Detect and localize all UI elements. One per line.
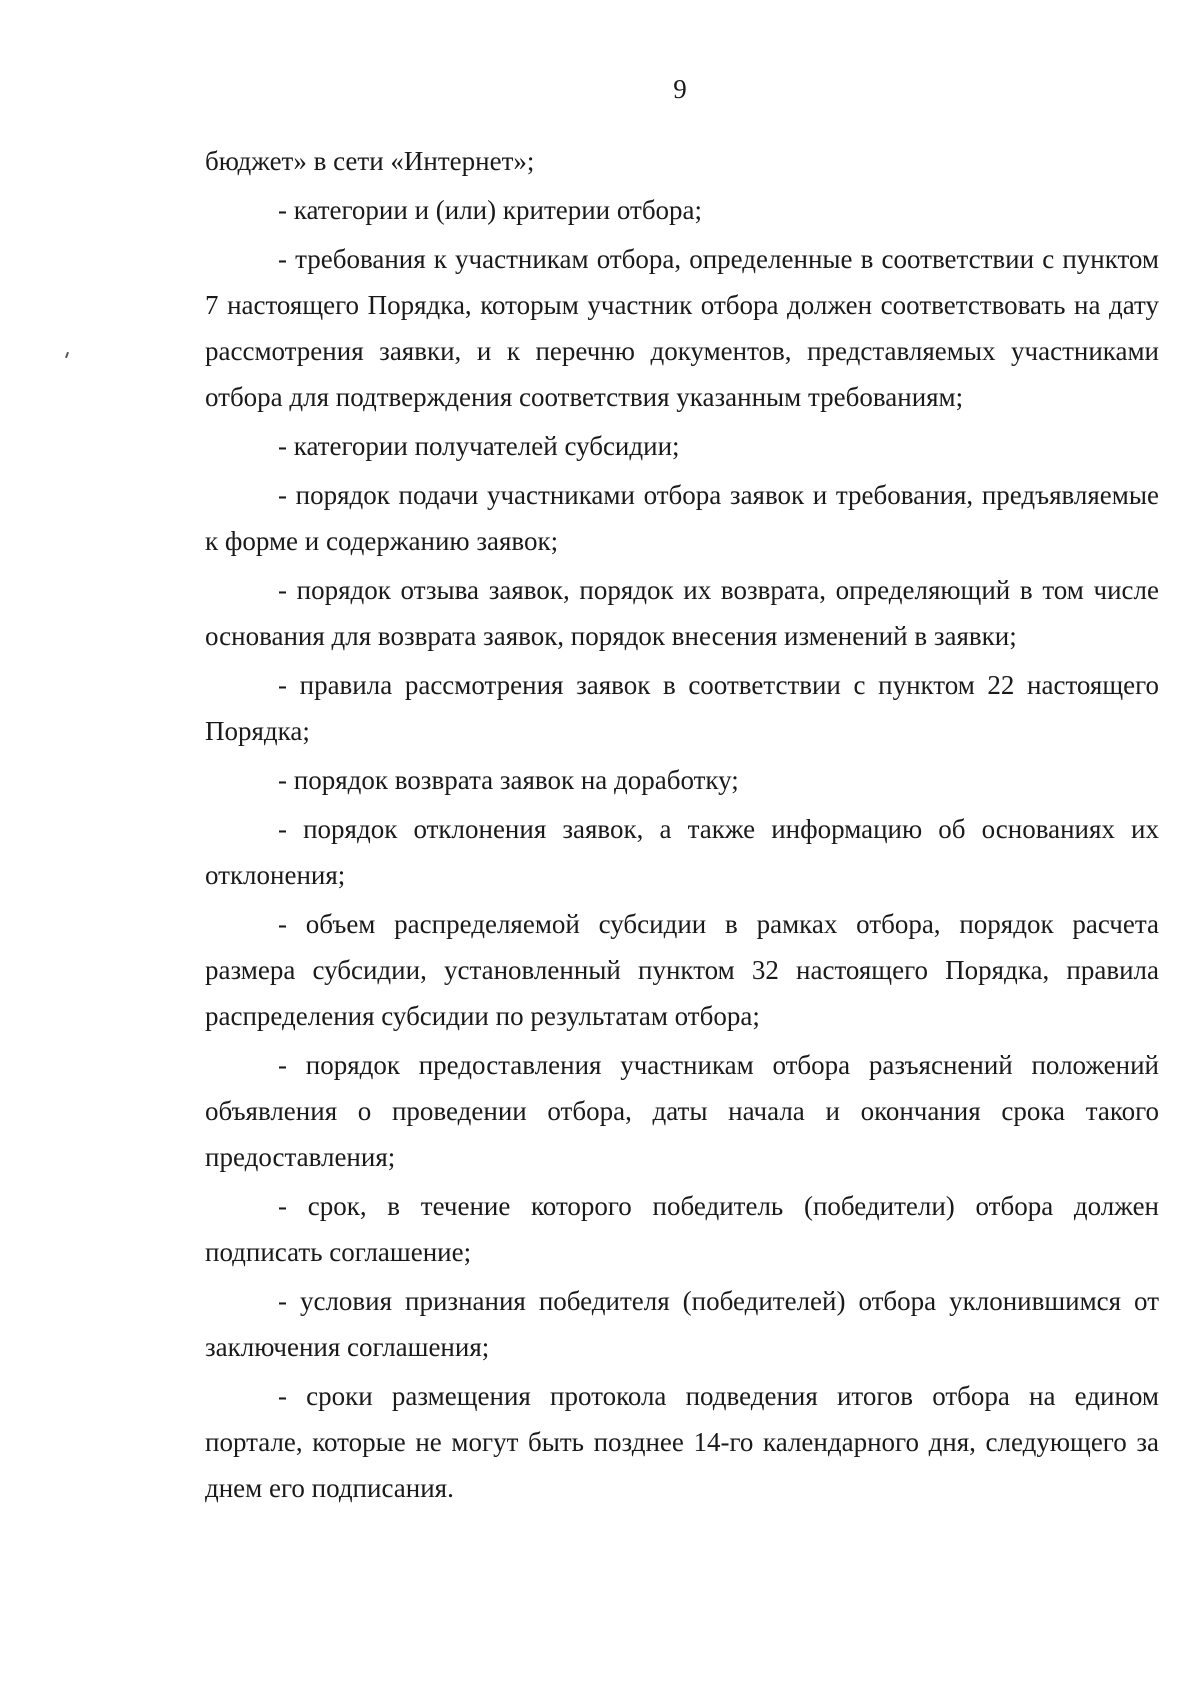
list-item: - порядок подачи участниками отбора заявок и требования, предъявляемые к форме и содержанию заявок; xyxy=(205,480,1159,556)
list-item: - порядок возврата заявок на доработку; xyxy=(278,765,739,795)
list-item: - категории получателей субсидии; xyxy=(278,431,680,461)
list-item: - категории и (или) критерии отбора; xyxy=(278,195,703,225)
list-item: - требования к участникам отбора, определенные в соответствии с пунктом 7 настоящего Порядка, которым участник отбора должен соответствовать на дату рассмотрения заявки, и к перечню документов, представляемых участниками отбора для подтверждения соответствия указанным требованиям; xyxy=(205,244,1159,412)
list-item: - сроки размещения протокола подведения итогов отбора на едином портале, которые не могут быть позднее 14-го календарного дня, следующего за днем его подписания. xyxy=(205,1381,1159,1503)
paragraph: бюджет» в сети «Интернет»; xyxy=(205,146,535,176)
list-item: - условия признания победителя (победителей) отбора уклонившимся от заключения соглашения; xyxy=(205,1286,1159,1362)
list-item: - порядок отзыва заявок, порядок их возврата, определяющий в том числе основания для возврата заявок, порядок внесения изменений в заявки; xyxy=(205,575,1159,651)
list-item: - объем распределяемой субсидии в рамках отбора, порядок расчета размера субсидии, установленный пунктом 32 настоящего Порядка, правила распределения субсидии по результатам отбора; xyxy=(205,909,1159,1031)
list-item: - порядок отклонения заявок, а также информацию об основаниях их отклонения; xyxy=(205,814,1159,890)
page-number: 9 xyxy=(673,74,687,104)
list-item: - срок, в течение которого победитель (победители) отбора должен подписать соглашение; xyxy=(205,1191,1159,1267)
document-body xyxy=(205,138,1159,1514)
list-item: - порядок предоставления участникам отбора разъяснений положений объявления о проведении отбора, даты начала и окончания срока такого предоставления; xyxy=(205,1050,1159,1172)
scan-mark xyxy=(65,352,69,358)
list-item: - правила рассмотрения заявок в соответствии с пунктом 22 настоящего Порядка; xyxy=(205,670,1159,746)
